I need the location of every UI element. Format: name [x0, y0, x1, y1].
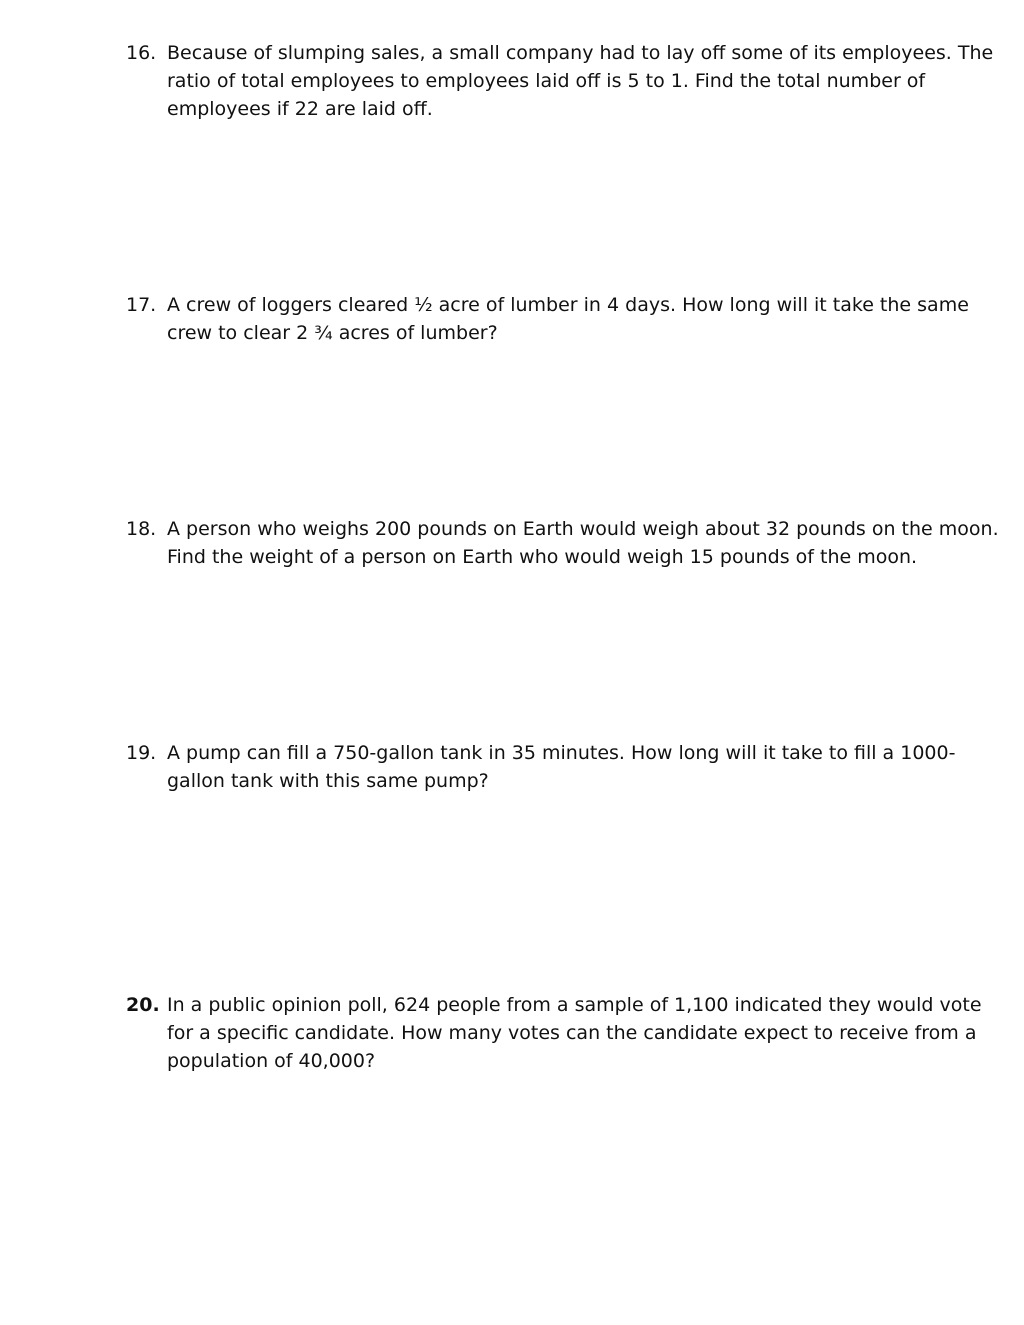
problem-text-line: A crew of loggers cleared ½ acre of lumber in 4 days. How long will it take the same — [167, 294, 969, 316]
problem-text — [167, 39, 993, 123]
problem-number: 17. — [126, 294, 157, 316]
problem-text-line: In a public opinion poll, 624 people from a sample of 1,100 indicated they would vote — [167, 994, 982, 1016]
problem-text-line: A pump can fill a 750-gallon tank in 35 minutes. How long will it take to fill a 1000- — [167, 742, 956, 764]
problem-16 — [126, 39, 994, 123]
problem-text-line: crew to clear 2 ¾ acres of lumber? — [167, 322, 498, 344]
problem-text — [167, 291, 986, 347]
problem-text — [167, 515, 999, 571]
problem-text — [167, 739, 986, 795]
problem-text-line: Because of slumping sales, a small company had to lay off some of its employees. The — [167, 42, 994, 64]
problem-19 — [126, 739, 986, 795]
problem-17 — [126, 291, 986, 347]
problem-text-line: Find the weight of a person on Earth who would weigh 15 pounds of the moon. — [167, 546, 918, 568]
problem-number: 19. — [126, 742, 157, 764]
problem-number: 20. — [126, 994, 160, 1016]
problem-text-line: A person who weighs 200 pounds on Earth would weigh about 32 pounds on the moon. — [167, 518, 999, 540]
problem-number: 16. — [126, 42, 157, 64]
problem-20 — [126, 991, 986, 1075]
problem-text — [167, 991, 986, 1075]
problem-18 — [126, 515, 999, 571]
problem-text-line: employees if 22 are laid off. — [167, 98, 433, 120]
problem-text-line: for a specific candidate. How many votes can the candidate expect to receive from a — [167, 1022, 977, 1044]
problem-number: 18. — [126, 518, 157, 540]
problem-text-line: gallon tank with this same pump? — [167, 770, 489, 792]
problem-text-line: population of 40,000? — [167, 1050, 376, 1072]
problem-text-line: ratio of total employees to employees laid off is 5 to 1. Find the total number of — [167, 70, 926, 92]
